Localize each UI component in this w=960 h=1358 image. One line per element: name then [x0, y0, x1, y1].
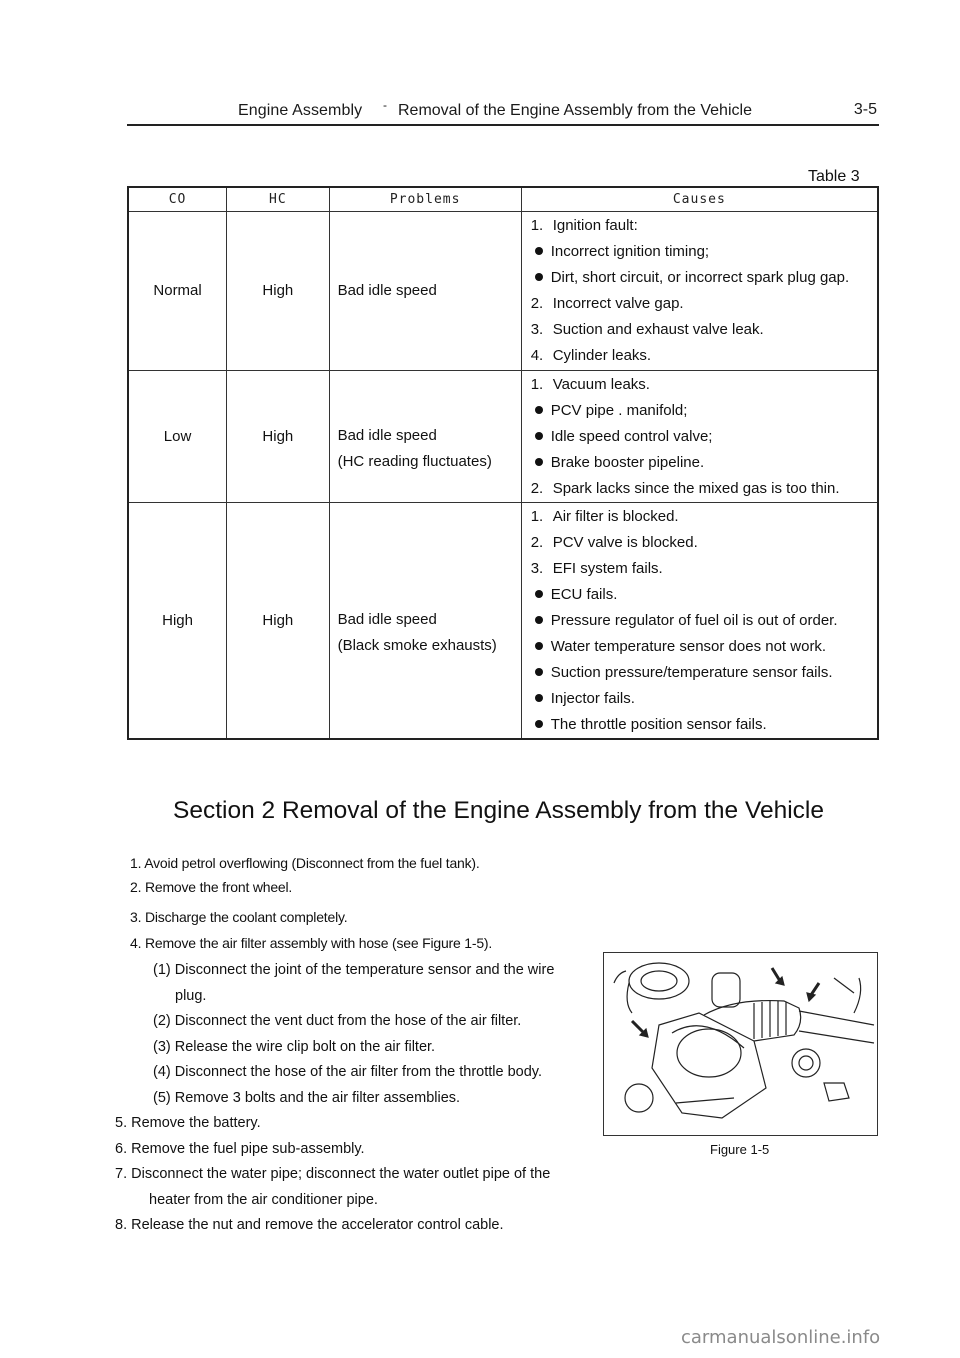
cell-co: Low: [128, 370, 227, 502]
cause-text: ECU fails.: [550, 585, 618, 603]
cause-bullet-item: [531, 265, 877, 291]
cause-bullet-item: [531, 239, 877, 265]
bullet-icon: [535, 694, 543, 702]
procedure-step: 6. Remove the fuel pipe sub-assembly.: [115, 1141, 365, 1157]
column-header-causes: Causes: [521, 187, 878, 211]
item-number: 1.: [530, 216, 544, 234]
cause-bullet-item: [531, 712, 877, 738]
bullet-icon: [535, 616, 543, 624]
cause-text: Suction and exhaust valve leak.: [552, 320, 764, 338]
cell-hc: High: [227, 370, 329, 502]
header-separator: -: [383, 98, 387, 112]
cause-bullet-item: [531, 424, 877, 450]
cause-numbered-item: [531, 213, 877, 239]
bullet-icon: [535, 668, 543, 676]
cause-bullet-item: [531, 398, 877, 424]
procedure-step: (1) Disconnect the joint of the temperature sensor and the wire: [153, 962, 555, 978]
cause-text: Incorrect ignition timing;: [550, 242, 710, 260]
cause-text: PCV valve is blocked.: [552, 533, 698, 551]
bullet-icon: [535, 273, 543, 281]
cause-text: Water temperature sensor does not work.: [550, 637, 827, 655]
table-row: [128, 370, 878, 502]
cell-co: High: [128, 502, 227, 739]
procedure-step: 8. Release the nut and remove the accelerator control cable.: [115, 1217, 504, 1233]
cell-causes: [521, 502, 878, 739]
cause-bullet-item: [531, 608, 877, 634]
cause-text: Air filter is blocked.: [552, 507, 679, 525]
cause-numbered-item: [531, 556, 877, 582]
cause-numbered-item: [531, 291, 877, 317]
cause-bullet-item: [531, 660, 877, 686]
cause-text: Idle speed control valve;: [550, 427, 713, 445]
cause-text: Dirt, short circuit, or incorrect spark plug gap.: [550, 268, 850, 286]
cause-bullet-item: [531, 634, 877, 660]
table-caption: Table 3: [808, 168, 860, 185]
item-number: 2.: [530, 479, 544, 497]
problem-line: (Black smoke exhausts): [337, 637, 497, 655]
header-rule: [127, 124, 879, 126]
cell-problem: [329, 370, 521, 502]
page-number: 3-5: [853, 101, 877, 118]
figure-1-5: [603, 952, 878, 1136]
figure-caption: Figure 1-5: [710, 1142, 770, 1157]
procedure-step: 2. Remove the front wheel.: [130, 879, 293, 895]
cause-text: Incorrect valve gap.: [552, 294, 684, 312]
procedure-step: heater from the air conditioner pipe.: [149, 1192, 378, 1208]
table-row: [128, 502, 878, 739]
procedure-step: 7. Disconnect the water pipe; disconnect the water outlet pipe of the: [115, 1166, 551, 1182]
bullet-icon: [535, 720, 543, 728]
cause-numbered-item: [531, 343, 877, 369]
bullet-icon: [535, 432, 543, 440]
problem-line: Bad idle speed: [337, 281, 437, 299]
problem-line: (HC reading fluctuates): [337, 453, 492, 470]
section-title: Section 2 Removal of the Engine Assembly from the Vehicle: [173, 797, 824, 824]
cell-causes: [521, 211, 878, 370]
bullet-icon: [535, 642, 543, 650]
table-header-row: [128, 187, 878, 211]
cause-numbered-item: [531, 504, 877, 530]
cause-text: Cylinder leaks.: [552, 346, 652, 364]
bullet-icon: [535, 458, 543, 466]
cell-hc: High: [227, 211, 329, 370]
watermark[interactable]: carmanualsonline.info: [681, 1327, 881, 1348]
item-number: 3.: [530, 320, 544, 338]
procedure-step: (5) Remove 3 bolts and the air filter assemblies.: [153, 1090, 461, 1106]
item-number: 3.: [530, 559, 544, 577]
cause-text: Brake booster pipeline.: [550, 453, 705, 471]
cell-causes: [521, 370, 878, 502]
cause-numbered-item: [531, 530, 877, 556]
item-number: 1.: [530, 375, 544, 393]
cause-text: Spark lacks since the mixed gas is too thin.: [552, 479, 840, 497]
cause-bullet-item: [531, 450, 877, 476]
procedure-step: plug.: [175, 988, 207, 1004]
cell-problem: [329, 211, 521, 370]
section-subtitle: Removal of the Engine Assembly from the Vehicle: [398, 102, 752, 119]
cause-text: The throttle position sensor fails.: [550, 715, 767, 733]
running-header: [127, 98, 879, 124]
chapter-title: Engine Assembly: [238, 102, 363, 119]
procedure-step: 4. Remove the air filter assembly with hose (see Figure 1-5).: [130, 935, 493, 951]
cause-text: PCV pipe . manifold;: [550, 401, 688, 419]
cause-text: Pressure regulator of fuel oil is out of order.: [550, 611, 838, 629]
cause-text: Suction pressure/temperature sensor fails.: [550, 663, 833, 681]
procedure-step: 5. Remove the battery.: [115, 1115, 261, 1131]
bullet-icon: [535, 247, 543, 255]
procedure-step: (3) Release the wire clip bolt on the air filter.: [153, 1039, 436, 1055]
problem-line: Bad idle speed: [337, 427, 437, 444]
diagnosis-table: [127, 186, 879, 740]
cause-bullet-item: [531, 582, 877, 608]
item-number: 2.: [530, 294, 544, 312]
cause-text: Ignition fault:: [552, 216, 638, 234]
cause-bullet-item: [531, 686, 877, 712]
procedure-step: 3. Discharge the coolant completely.: [130, 909, 348, 925]
cell-co: Normal: [128, 211, 227, 370]
item-number: 1.: [530, 507, 544, 525]
cause-text: Vacuum leaks.: [552, 375, 650, 393]
procedure-step: 1. Avoid petrol overflowing (Disconnect from the fuel tank).: [130, 855, 480, 871]
table-row: [128, 211, 878, 370]
cell-problem: [329, 502, 521, 739]
problem-line: Bad idle speed: [337, 611, 437, 629]
procedure-step: (2) Disconnect the vent duct from the hose of the air filter.: [153, 1013, 522, 1029]
bullet-icon: [535, 590, 543, 598]
cause-numbered-item: [531, 317, 877, 343]
column-header-problems: Problems: [329, 187, 521, 211]
cause-numbered-item: [531, 476, 877, 502]
bullet-icon: [535, 406, 543, 414]
column-header-hc: HC: [227, 187, 329, 211]
item-number: 4.: [530, 346, 544, 364]
procedure-step: (4) Disconnect the hose of the air filter from the throttle body.: [153, 1064, 543, 1080]
cell-hc: High: [227, 502, 329, 739]
item-number: 2.: [530, 533, 544, 551]
cause-text: Injector fails.: [550, 689, 635, 707]
cause-numbered-item: [531, 372, 877, 398]
engine-air-filter-illustration-icon: [604, 953, 878, 1136]
cause-text: EFI system fails.: [552, 559, 663, 577]
column-header-co: CO: [128, 187, 227, 211]
